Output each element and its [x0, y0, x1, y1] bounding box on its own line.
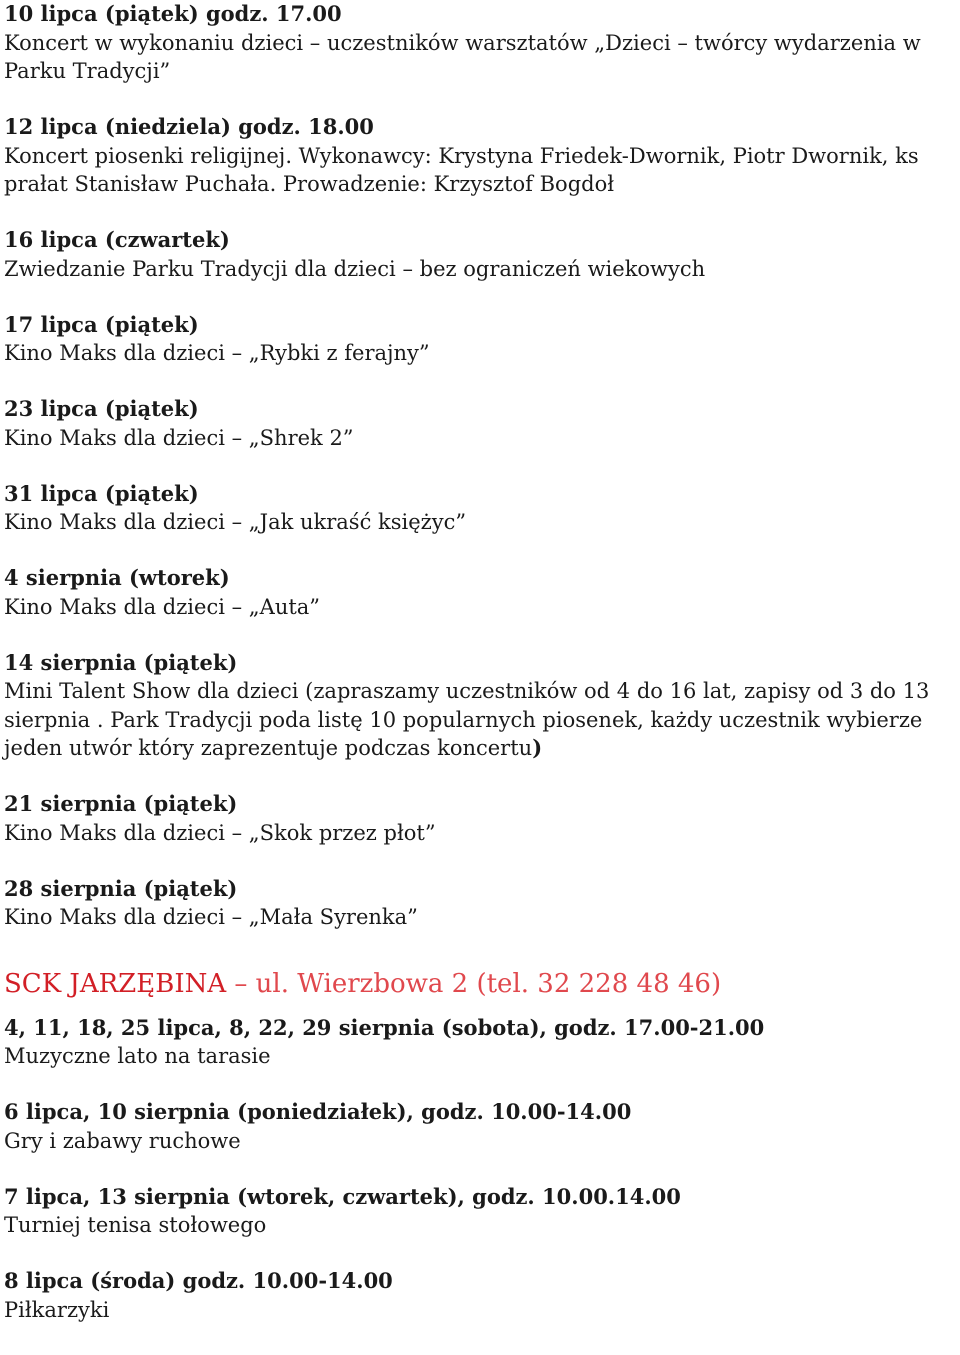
event-entry: [4, 395, 960, 452]
event-date: 12 lipca (niedziela) godz. 18.00: [4, 114, 374, 139]
event-date: 10 lipca (piątek) godz. 17.00: [4, 1, 342, 26]
event-entry: [4, 113, 960, 199]
closing-parenthesis: ): [532, 735, 543, 760]
event-entry: [4, 311, 960, 368]
event-description: Muzyczne lato na tarasie: [4, 1044, 271, 1068]
event-date: 6 lipca, 10 sierpnia (poniedziałek), godz. 10.00-14.00: [4, 1099, 632, 1124]
event-description: Kino Maks dla dzieci – „Shrek 2”: [4, 425, 354, 450]
event-entry: [4, 790, 960, 847]
event-description: Koncert w wykonaniu dzieci – uczestników warsztatów „Dzieci – twórcy wydarzenia w Parku Tradycji”: [4, 30, 921, 83]
event-description: Piłkarzyki: [4, 1297, 110, 1322]
event-entry: [4, 480, 960, 537]
event-date: 31 lipca (piątek): [4, 480, 199, 506]
event-date: 7 lipca, 13 sierpnia (wtorek, czwartek), godz. 10.00.14.00: [4, 1183, 681, 1209]
venue-event-entry: [4, 1014, 960, 1071]
venue-heading: [4, 967, 960, 1001]
event-description: Koncert piosenki religijnej. Wykonawcy: Krystyna Friedek-Dwornik, Piotr Dwornik, ks prałat Stanisław Puchała. Prowadzenie: Krzysztof Bogdoł: [4, 143, 919, 196]
event-date: 8 lipca (środa) godz. 10.00-14.00: [4, 1268, 393, 1293]
event-description: Kino Maks dla dzieci – „Auta”: [4, 594, 321, 619]
event-description: Kino Maks dla dzieci – „Skok przez płot”: [4, 820, 436, 845]
venue-address-phone: – ul. Wierzbowa 2 (tel. 32 228 48 46): [226, 968, 722, 999]
venue-event-entry: [4, 1267, 960, 1324]
event-entry: [4, 564, 960, 621]
event-date: 23 lipca (piątek): [4, 396, 199, 421]
event-entry: [4, 649, 960, 763]
event-description: Kino Maks dla dzieci – „Mała Syrenka”: [4, 905, 418, 929]
event-description: Kino Maks dla dzieci – „Rybki z ferajny”: [4, 341, 430, 365]
event-date: 21 sierpnia (piątek): [4, 791, 238, 816]
event-description: Kino Maks dla dzieci – „Jak ukraść księżyc”: [4, 510, 467, 534]
event-description: [4, 677, 960, 763]
event-date: 28 sierpnia (piątek): [4, 875, 238, 901]
event-description: Zwiedzanie Parku Tradycji dla dzieci – bez ograniczeń wiekowych: [4, 256, 706, 281]
event-date: 4, 11, 18, 25 lipca, 8, 22, 29 sierpnia (sobota), godz. 17.00-21.00: [4, 1014, 765, 1040]
event-description: Gry i zabawy ruchowe: [4, 1128, 241, 1153]
event-description-text: Mini Talent Show dla dzieci (zapraszamy uczestników od 4 do 16 lat, zapisy od 3 do 13 sierpnia . Park Tradycji poda listę 10 popularnych piosenek, każdy uczestnik wybierze jeden utwór który zaprezentuje podczas koncertu: [4, 679, 930, 760]
event-entry: [4, 875, 960, 932]
event-date: 14 sierpnia (piątek): [4, 649, 238, 675]
event-date: 17 lipca (piątek): [4, 311, 199, 337]
venue-event-entry: [4, 1183, 960, 1240]
venue-event-entry: [4, 1098, 960, 1155]
event-entry: [4, 0, 960, 86]
event-date: 16 lipca (czwartek): [4, 227, 230, 252]
event-description: Turniej tenisa stołowego: [4, 1213, 267, 1237]
event-entry: [4, 226, 960, 283]
event-date: 4 sierpnia (wtorek): [4, 565, 230, 590]
venue-name: SCK JARZĘBINA: [4, 968, 227, 999]
event-schedule: [4, 0, 960, 1324]
